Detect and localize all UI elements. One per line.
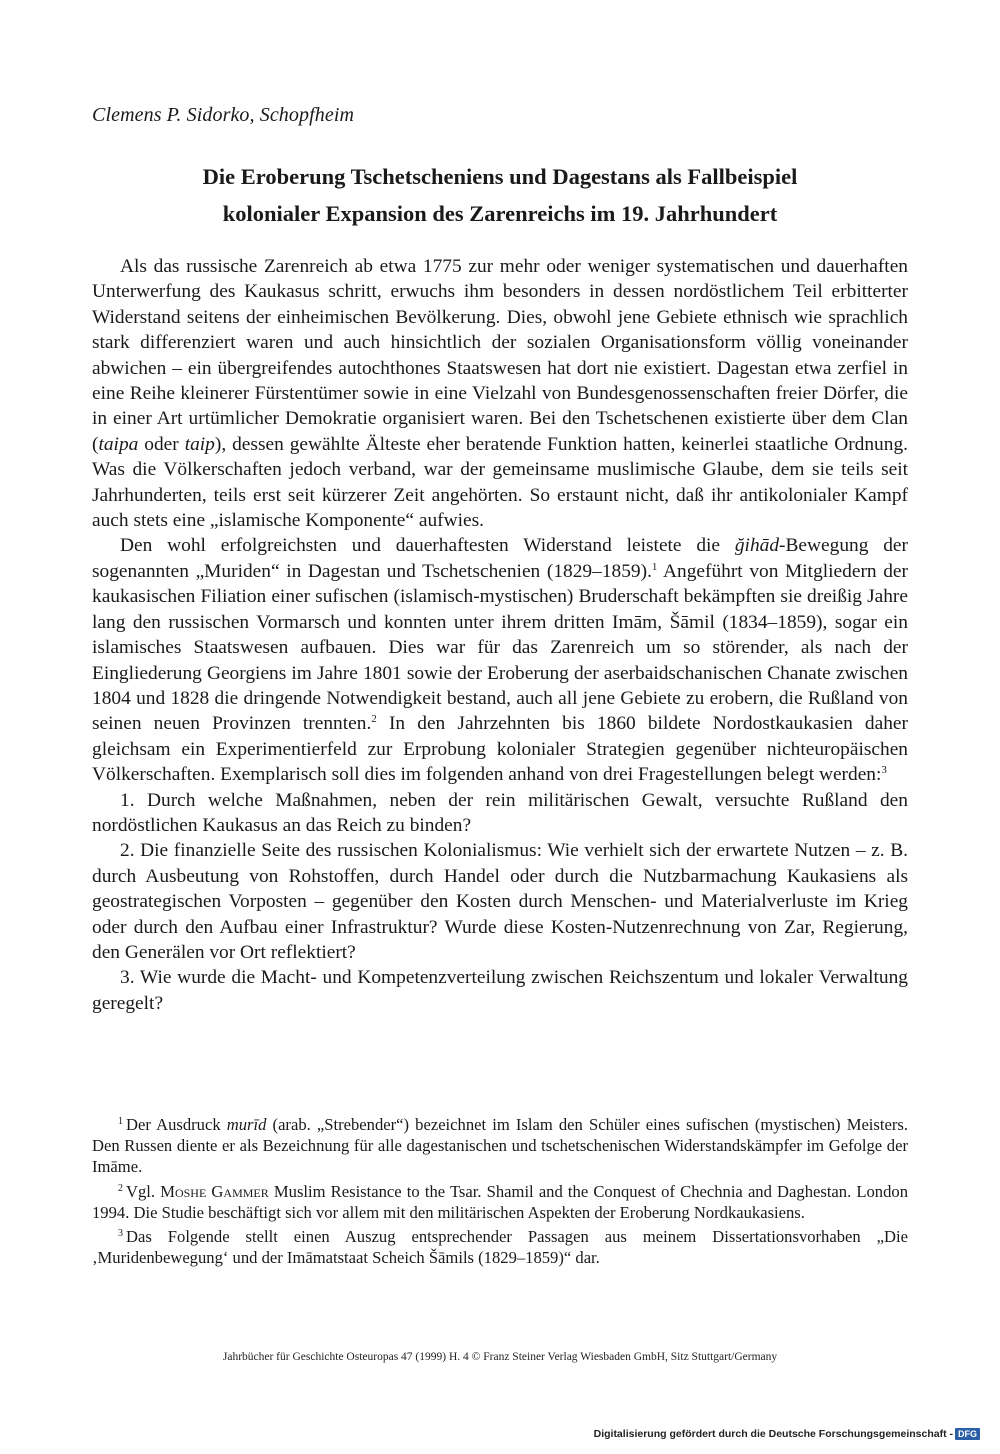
footnote-ref-3: 3 (881, 764, 887, 777)
footnote-1: $^1$ Der Ausdruck murīd (arab. „Strebender“) bezeichnet im Islam den Schüler eines sufischen (mystischen) Meisters. Den Russen diente er als Bezeichnung für alle dagestanischen und tschetschenischen Widerstandskämpfer im Gefolge der Imāme. (92, 1115, 908, 1177)
dfg-logo-icon: DFG (955, 1428, 980, 1440)
footnote-ref-2: 2 (371, 713, 377, 726)
term-taip: taip (184, 433, 215, 455)
paragraph-2: Den wohl erfolgreichsten und dauerhaftesten Widerstand leistete die ğihād-Bewegung der sogenannten „Muriden“ in Dagestan und Tschetschenien (1829–1859).$^1$ Angeführt von Mitgliedern der kaukasischen Filiation einer sufischen (islamisch-mystischen) Bruderschaft bekämpften sie dreißig Jahre lang den russischen Vormarsch und konnten unter ihrem dritten Imām, Šāmil (1834–1859), sogar ein islamisches Staatswesen aufbauen. Dies war für das Zarenreich um so störender, als nach der Eingliederung Georgiens im Jahre 1801 sowie der Eroberung der aserbaidschanischen Chanate zwischen 1804 und 1828 die dringende Notwendigkeit bestand, auch all jene Gebiete zu erobern, die Rußland von seinen neuen Provinzen trennten.$^2$ In den Jahrzehnten bis 1860 bildete Nordostkaukasien daher gleichsam ein Experimentierfeld zur Erprobung kolonialer Strategien gegenüber nichteuropäischen Völkerschaften. Exemplarisch soll dies im folgenden anhand von drei Fragestellungen belegt werden:$^3$ (92, 535, 908, 786)
term-jihad: ğihād (734, 535, 780, 557)
journal-citation: Jahrbücher für Geschichte Osteuropas 47 (1999) H. 4 © Franz Steiner Verlag Wiesbaden GmbH, Sitz Stuttgart/Germany (222, 1351, 778, 1363)
dfg-credit-text: Digitalisierung gefördert durch die Deutsche Forschungsgemeinschaft - (593, 1428, 953, 1440)
footnote-2: $^2$ Vgl. Moshe Gammer Muslim Resistance to the Tsar. Shamil and the Conquest of Chechnia and Daghestan. London 1994. Die Studie beschäftigt sich vor allem mit den militärischen Aspekten der Eroberung Nordkaukasiens. (92, 1181, 908, 1222)
article-title (92, 158, 908, 232)
question-1: 1. Durch welche Maßnahmen, neben der rein militärischen Gewalt, versuchte Rußland den nordöstlichen Kaukasus an das Reich zu binden? (92, 789, 908, 836)
footnote-3: $^3$ Das Folgende stellt einen Auszug entsprechender Passagen aus meinem Dissertationsvorhaben „Die ‚Muridenbewegung‘ und der Imāmatstaat Scheich Šāmils (1829–1859)“ dar. (92, 1227, 908, 1268)
author-line: Clemens P. Sidorko, Schopfheim (92, 104, 355, 126)
title-line-2: kolonialer Expansion des Zarenreichs im 19. Jahrhundert (222, 201, 778, 226)
article-body (92, 254, 908, 1016)
title-line-1: Die Eroberung Tschetscheniens und Dagestans als Fallbeispiel (202, 164, 798, 189)
question-3: 3. Wie wurde die Macht- und Kompetenzverteilung zwischen Reichszentum und lokaler Verwaltung geregelt? (92, 967, 908, 1014)
cited-author: Moshe Gammer (160, 1181, 269, 1201)
footnote-ref-1: 1 (651, 560, 658, 573)
question-2: 2. Die finanzielle Seite des russischen Kolonialismus: Wie verhielt sich der erwartete Nutzen – z. B. durch Ausbeutung von Rohstoffen, durch Handel oder durch die Nutzbarmachung Kaukasiens als geostrategischen Vorposten – gegenüber den Kosten durch Menschen- und Materialverluste im Krieg oder durch den Aufbau einer Infrastruktur? Wurde diese Kosten-Nutzenrechnung von Zar, Regierung, den Generälen vor Ort reflektiert? (92, 840, 908, 963)
paragraph-1: Als das russische Zarenreich ab etwa 1775 zur mehr oder weniger systematischen und dauerhaften Unterwerfung des Kaukasus schritt, erwuchs ihm besonders in dessen nordöstlichem Teil erbitterter Widerstand seitens der einheimischen Bevölkerung. Dies, obwohl jene Gebiete ethnisch wie sprachlich stark differenziert waren und auch hinsichtlich der sozialen Organisationsform völlig voneinander abwichen – ein übergreifendes autochthones Staatswesen hat dort nie existiert. Dagestan etwa zerfiel in eine Reihe kleinerer Fürstentümer sowie in eine Vielzahl von Bundesgenossenschaften freier Dörfer, die in einer Art urtümlicher Demokratie organisiert waren. Bei den Tschetschenen existierte über dem Clan (taipa oder taip), dessen gewählte Älteste eher beratende Funktion hatten, keinerlei staatliche Ordnung. Was die Völkerschaften jedoch verband, war der gemeinsame muslimische Glaube, dem sie teils seit Jahrhunderten, teils erst seit kürzerer Zeit angehörten. So erstaunt nicht, daß ihr antikolonialer Kampf auch stets eine „islamische Komponente“ aufwies. (92, 256, 908, 532)
footnotes (92, 1114, 908, 1271)
dfg-credit (594, 1428, 980, 1440)
term-taipa: taipa (98, 433, 139, 455)
term-murid: murīd (226, 1115, 267, 1134)
